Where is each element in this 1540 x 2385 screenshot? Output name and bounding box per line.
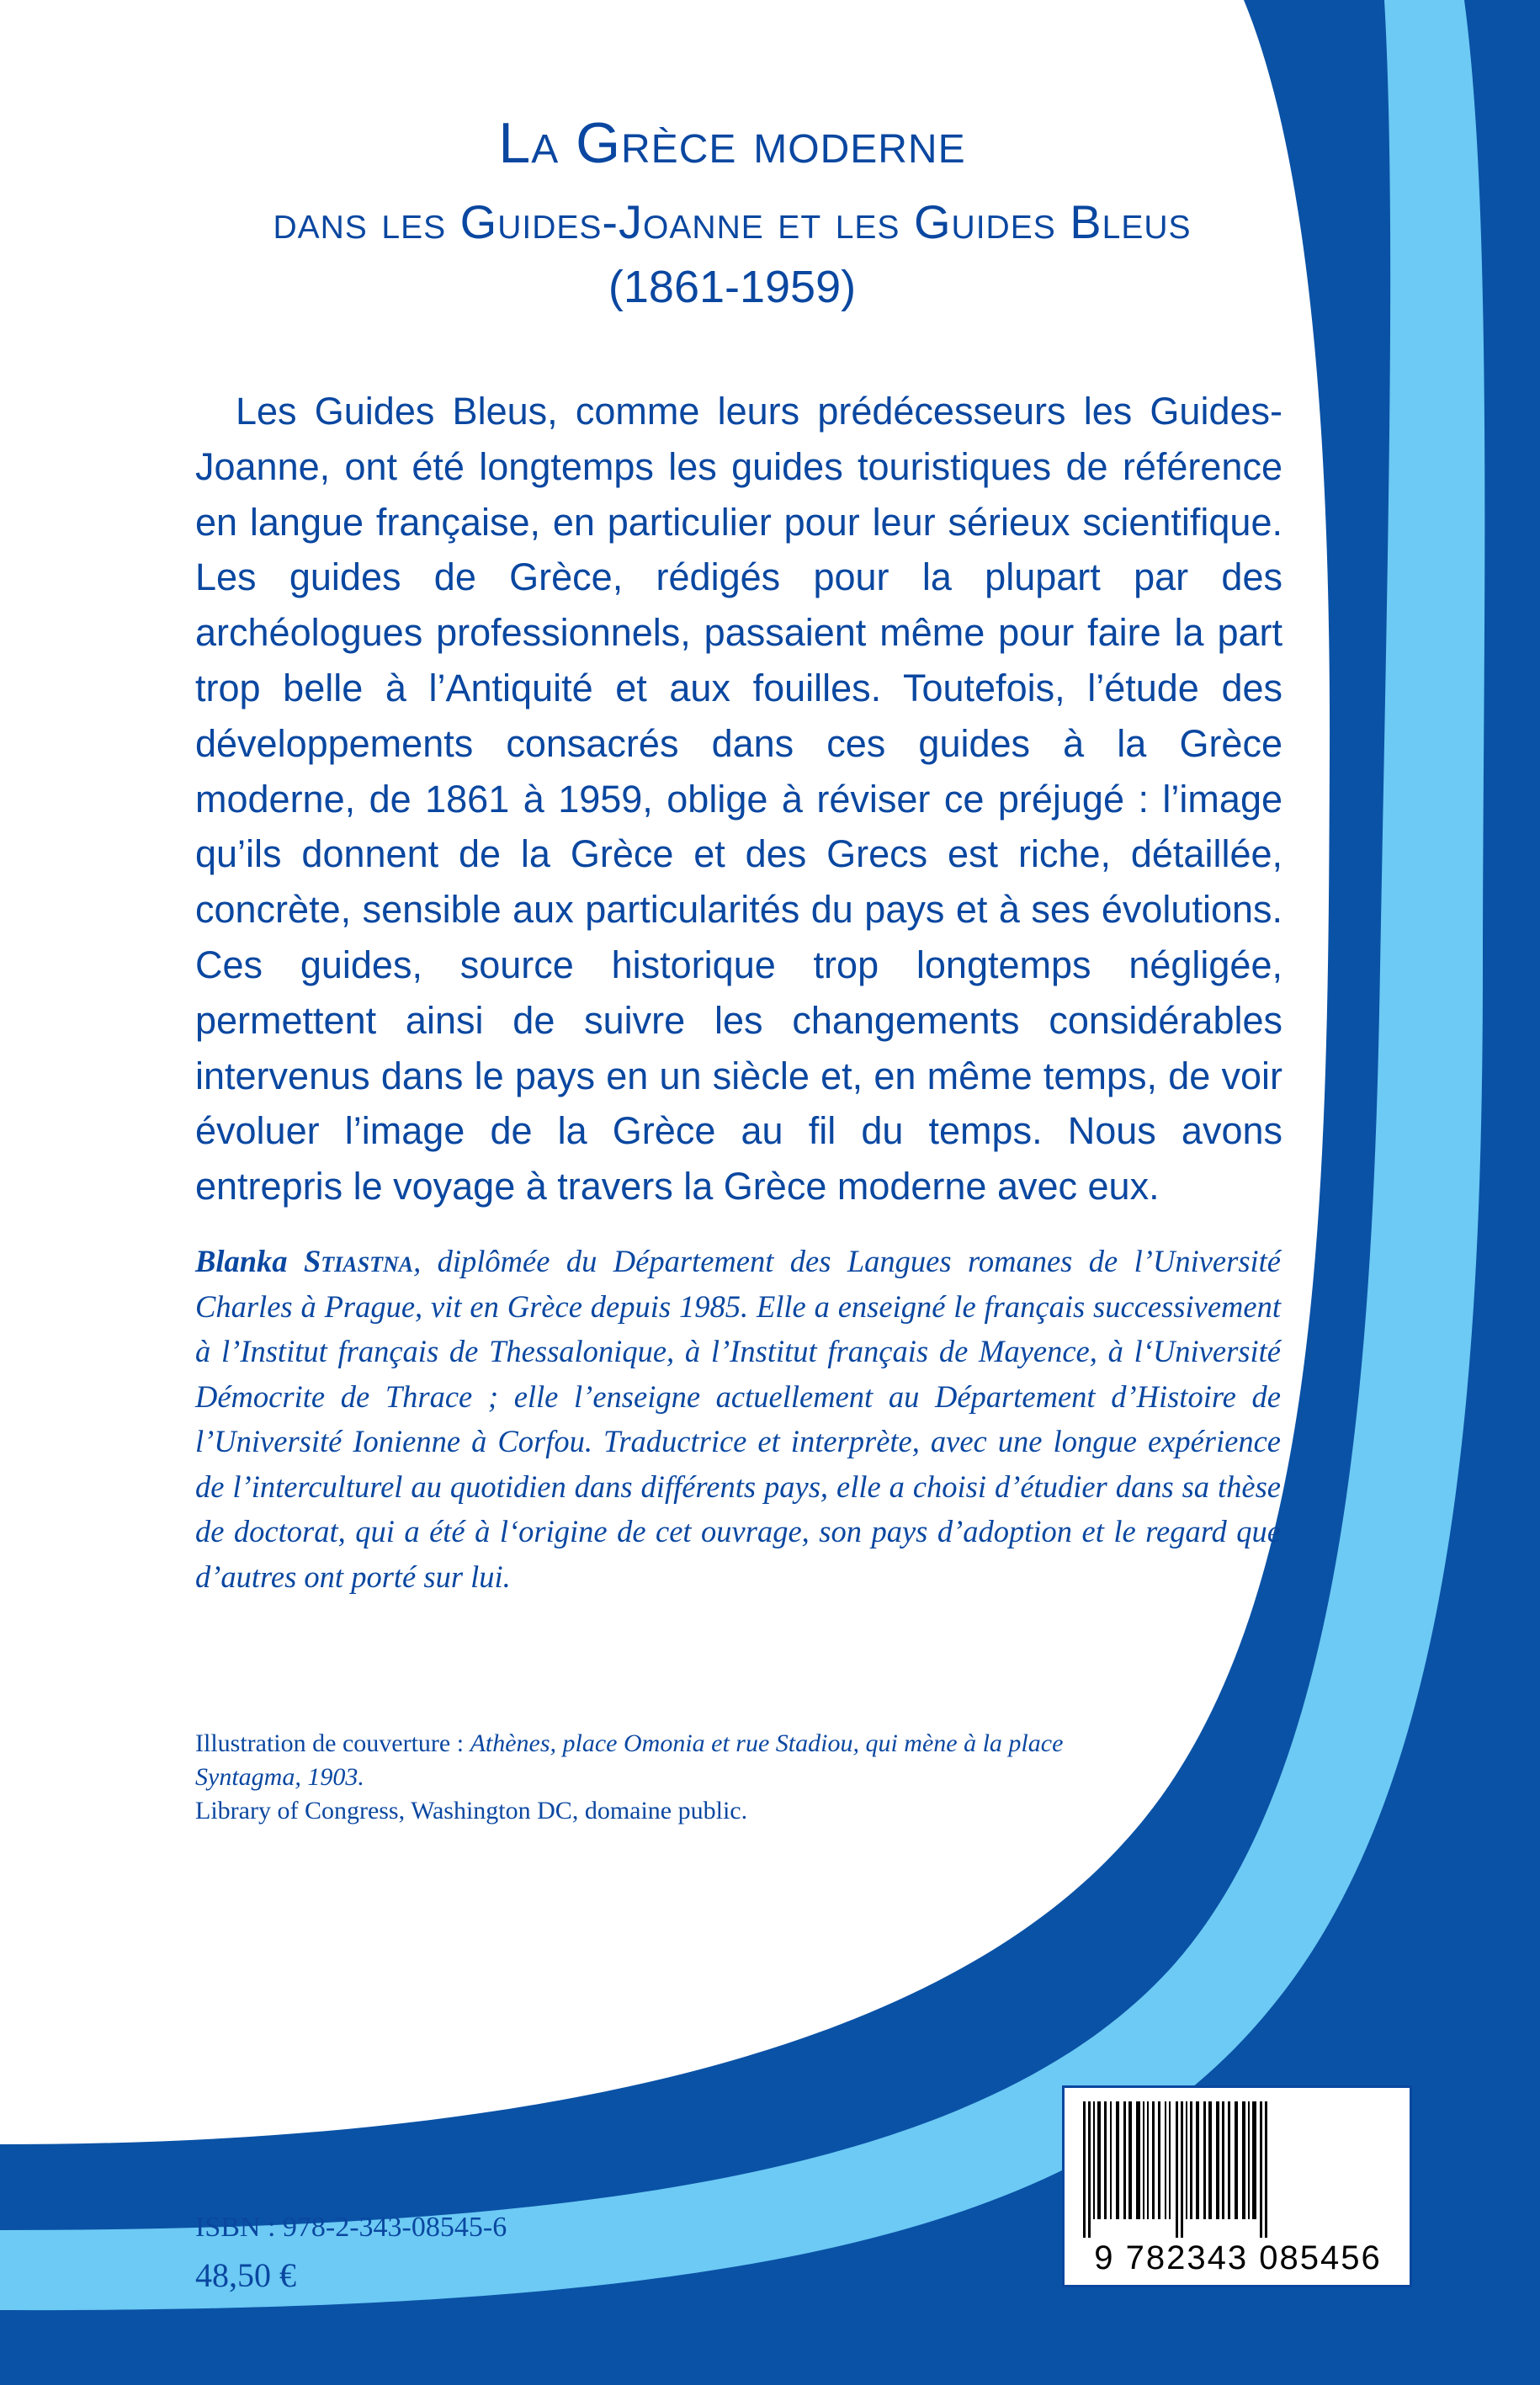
isbn: ISBN : 978-2-343-08545-6 xyxy=(195,2212,507,2243)
barcode-bar xyxy=(1128,2101,1132,2219)
barcode-bar xyxy=(1228,2101,1230,2219)
barcode-bar xyxy=(1088,2101,1091,2238)
title-main: La Grèce moderne xyxy=(498,111,966,175)
barcode-bar xyxy=(1143,2101,1144,2219)
barcode-bar xyxy=(1147,2101,1149,2219)
barcode-bar xyxy=(1152,2101,1155,2219)
barcode-bar xyxy=(1248,2101,1250,2219)
barcode-bar xyxy=(1222,2101,1224,2219)
barcode-bar xyxy=(1169,2101,1171,2219)
barcode-bar xyxy=(1190,2101,1192,2219)
barcode-bar xyxy=(1165,2101,1166,2219)
barcode-bars xyxy=(1076,2101,1398,2238)
barcode-bar xyxy=(1158,2101,1160,2219)
book-title xyxy=(151,109,1313,317)
barcode-bar xyxy=(1216,2101,1219,2219)
price: 48,50 € xyxy=(195,2256,296,2294)
author-bio-text: , diplômée du Département des Langues romanes de l’Université Charles à Prague, vit en Grèce depuis 1985. Elle a enseigné le français successivement à l’Institut français de Thessalonique, à l’Institut français de Mayence, à l‘Université Démocrite de Thrace ; elle l’enseigne actuellement au Département d’Histoire de l’Université Ionienne à Corfou. Traductrice et interprète, avec une longue expérience de l’interculturel au quotidien dans différents pays, elle a choisi d’étudier dans sa thèse de doctorat, qui a été à l‘origine de cet ouvrage, son pays d’adoption et le regard que d’autres ont porté sur lui. xyxy=(195,1244,1282,1594)
illustration-label: Illustration de couverture : xyxy=(195,1729,470,1757)
author-first-name: Blanka xyxy=(195,1244,288,1278)
title-dates: (1861-1959) xyxy=(608,262,857,313)
barcode-bar xyxy=(1208,2101,1212,2219)
barcode-bar xyxy=(1097,2101,1101,2219)
barcode-bar xyxy=(1083,2101,1086,2238)
barcode-bar xyxy=(1116,2101,1119,2219)
barcode xyxy=(1062,2085,1412,2287)
title-subtitle: dans les Guides-Joanne et les Guides Bleus xyxy=(273,194,1192,248)
barcode-bar xyxy=(1196,2101,1199,2219)
barcode-bar xyxy=(1176,2101,1178,2238)
illustration-caption: Athènes, place Omonia et rue Stadiou, qui mène à la place Syntagma, 1903. xyxy=(195,1729,1064,1791)
barcode-bar xyxy=(1203,2101,1206,2219)
illustration-credit xyxy=(195,1727,1146,1828)
illustration-source: Library of Congress, Washington DC, domaine public. xyxy=(195,1797,748,1825)
barcode-bar xyxy=(1265,2101,1267,2238)
barcode-bar xyxy=(1260,2101,1262,2238)
barcode-bar xyxy=(1252,2101,1256,2219)
book-summary: Les Guides Bleus, comme leurs prédécesseurs les Guides-Joanne, ont été longtemps les guides touristiques de référence en langue française, en particulier pour leur sérieux scientifique. Les guides de Grèce, rédigés pour la plupart par des archéologues professionnels, passaient même pour faire la part trop belle à l’Antiquité et aux fouilles. Toutefois, l’étude des développements consacrés dans ces guides à la Grèce moderne, de 1861 à 1959, oblige à réviser ce préjugé : l’image qu’ils donnent de la Grèce et des Grecs est riche, détaillée, concrète, sensible aux particularités du pays et à ses évolutions. Ces guides, source historique trop longtemps négligée, permettent ainsi de suivre les changements considérables intervenus dans le pays en un siècle et, en même temps, de voir évoluer l’image de la Grèce au fil du temps. Nous avons entrepris le voyage à travers la Grèce moderne avec eux. xyxy=(195,390,1282,1208)
barcode-bar xyxy=(1104,2101,1107,2219)
barcode-bar xyxy=(1110,2101,1112,2219)
barcode-bar xyxy=(1093,2101,1095,2219)
author-biography xyxy=(195,1239,1281,1599)
barcode-bar xyxy=(1123,2101,1126,2219)
barcode-bar xyxy=(1186,2101,1187,2219)
barcode-bar xyxy=(1181,2101,1183,2238)
barcode-digits: 9 782343 085456 xyxy=(1094,2239,1382,2276)
barcode-bar xyxy=(1235,2101,1238,2219)
barcode-bar xyxy=(1242,2101,1245,2219)
barcode-bar xyxy=(1136,2101,1140,2219)
author-surname: Stiastna xyxy=(303,1244,414,1278)
